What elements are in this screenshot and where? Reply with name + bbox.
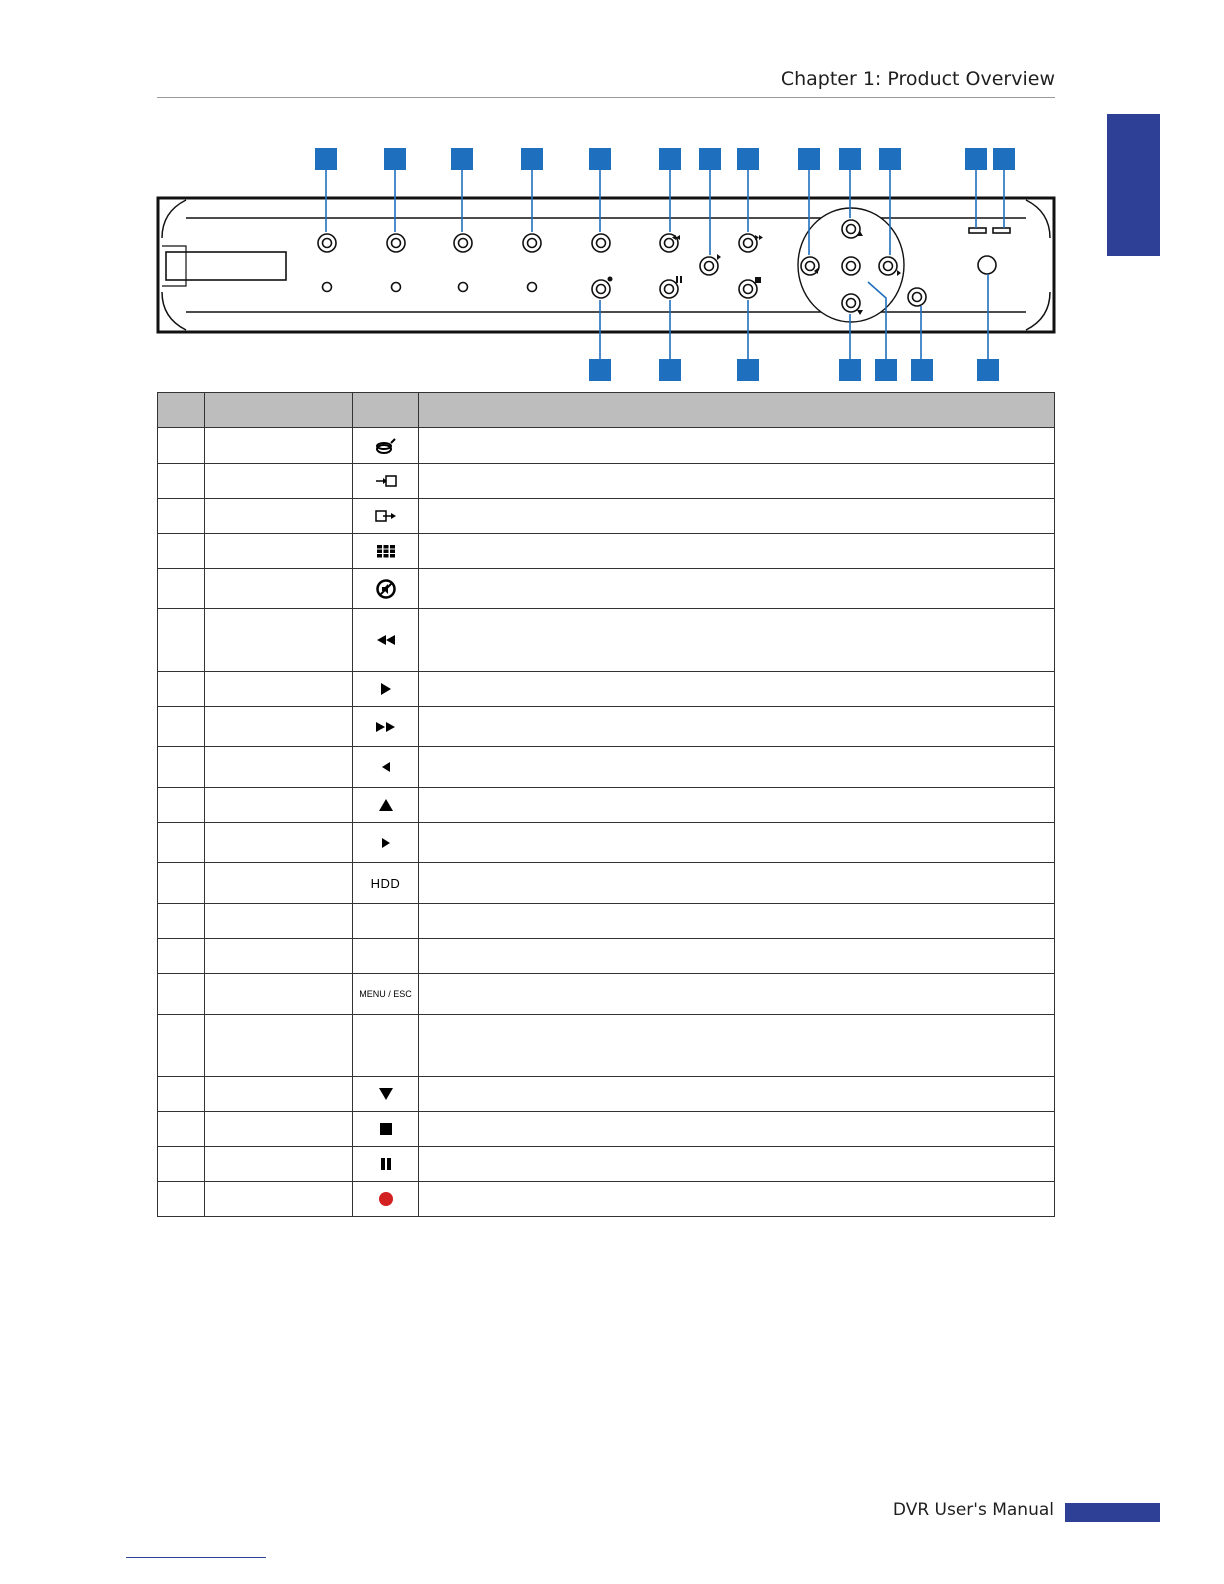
table-row	[158, 823, 1055, 863]
record-icon	[378, 1191, 394, 1207]
table-row	[158, 1077, 1055, 1112]
button-reference-table	[157, 392, 1055, 1217]
pause-icon	[380, 1157, 392, 1171]
fast-forward-icon	[374, 721, 398, 733]
header-divider	[157, 97, 1055, 98]
table-row	[158, 904, 1055, 939]
table-row	[158, 863, 1055, 904]
table-row	[158, 1182, 1055, 1217]
right-arrow-icon	[380, 837, 392, 849]
table-row	[158, 939, 1055, 974]
chapter-title: Chapter 1: Product Overview	[780, 68, 1055, 90]
down-arrow-icon	[378, 1087, 394, 1101]
table-row	[158, 569, 1055, 609]
table-row	[158, 1015, 1055, 1077]
table-row	[158, 534, 1055, 569]
table-row	[158, 707, 1055, 747]
table-row	[158, 747, 1055, 788]
up-arrow-icon	[378, 798, 394, 812]
table-row	[158, 788, 1055, 823]
multi-screen-icon	[376, 544, 396, 558]
dvr-front-panel-diagram	[0, 140, 1224, 385]
mute-icon	[375, 578, 397, 600]
panel-buttons	[318, 220, 1010, 312]
manual-title: DVR User's Manual	[892, 1500, 1054, 1520]
table-header-row	[158, 393, 1055, 428]
stop-icon	[379, 1122, 393, 1136]
table-row	[158, 1147, 1055, 1182]
table-row	[158, 609, 1055, 672]
left-arrow-icon	[380, 761, 392, 773]
footer-page-tab	[1065, 1503, 1160, 1522]
play-icon	[379, 682, 393, 696]
footer-link-underline	[126, 1557, 266, 1558]
backup-disk-icon	[375, 437, 397, 455]
table-row	[158, 499, 1055, 534]
table-row	[158, 428, 1055, 464]
table-row	[158, 672, 1055, 707]
callout-markers	[315, 148, 1015, 381]
rewind-icon	[375, 634, 397, 646]
hdd-label: HDD	[353, 863, 419, 904]
table-row	[158, 464, 1055, 499]
input-arrow-icon	[375, 474, 397, 488]
table-row	[158, 1112, 1055, 1147]
table-row	[158, 974, 1055, 1015]
menu-esc-label: MENU / ESC	[353, 974, 419, 1015]
output-arrow-icon	[375, 509, 397, 523]
